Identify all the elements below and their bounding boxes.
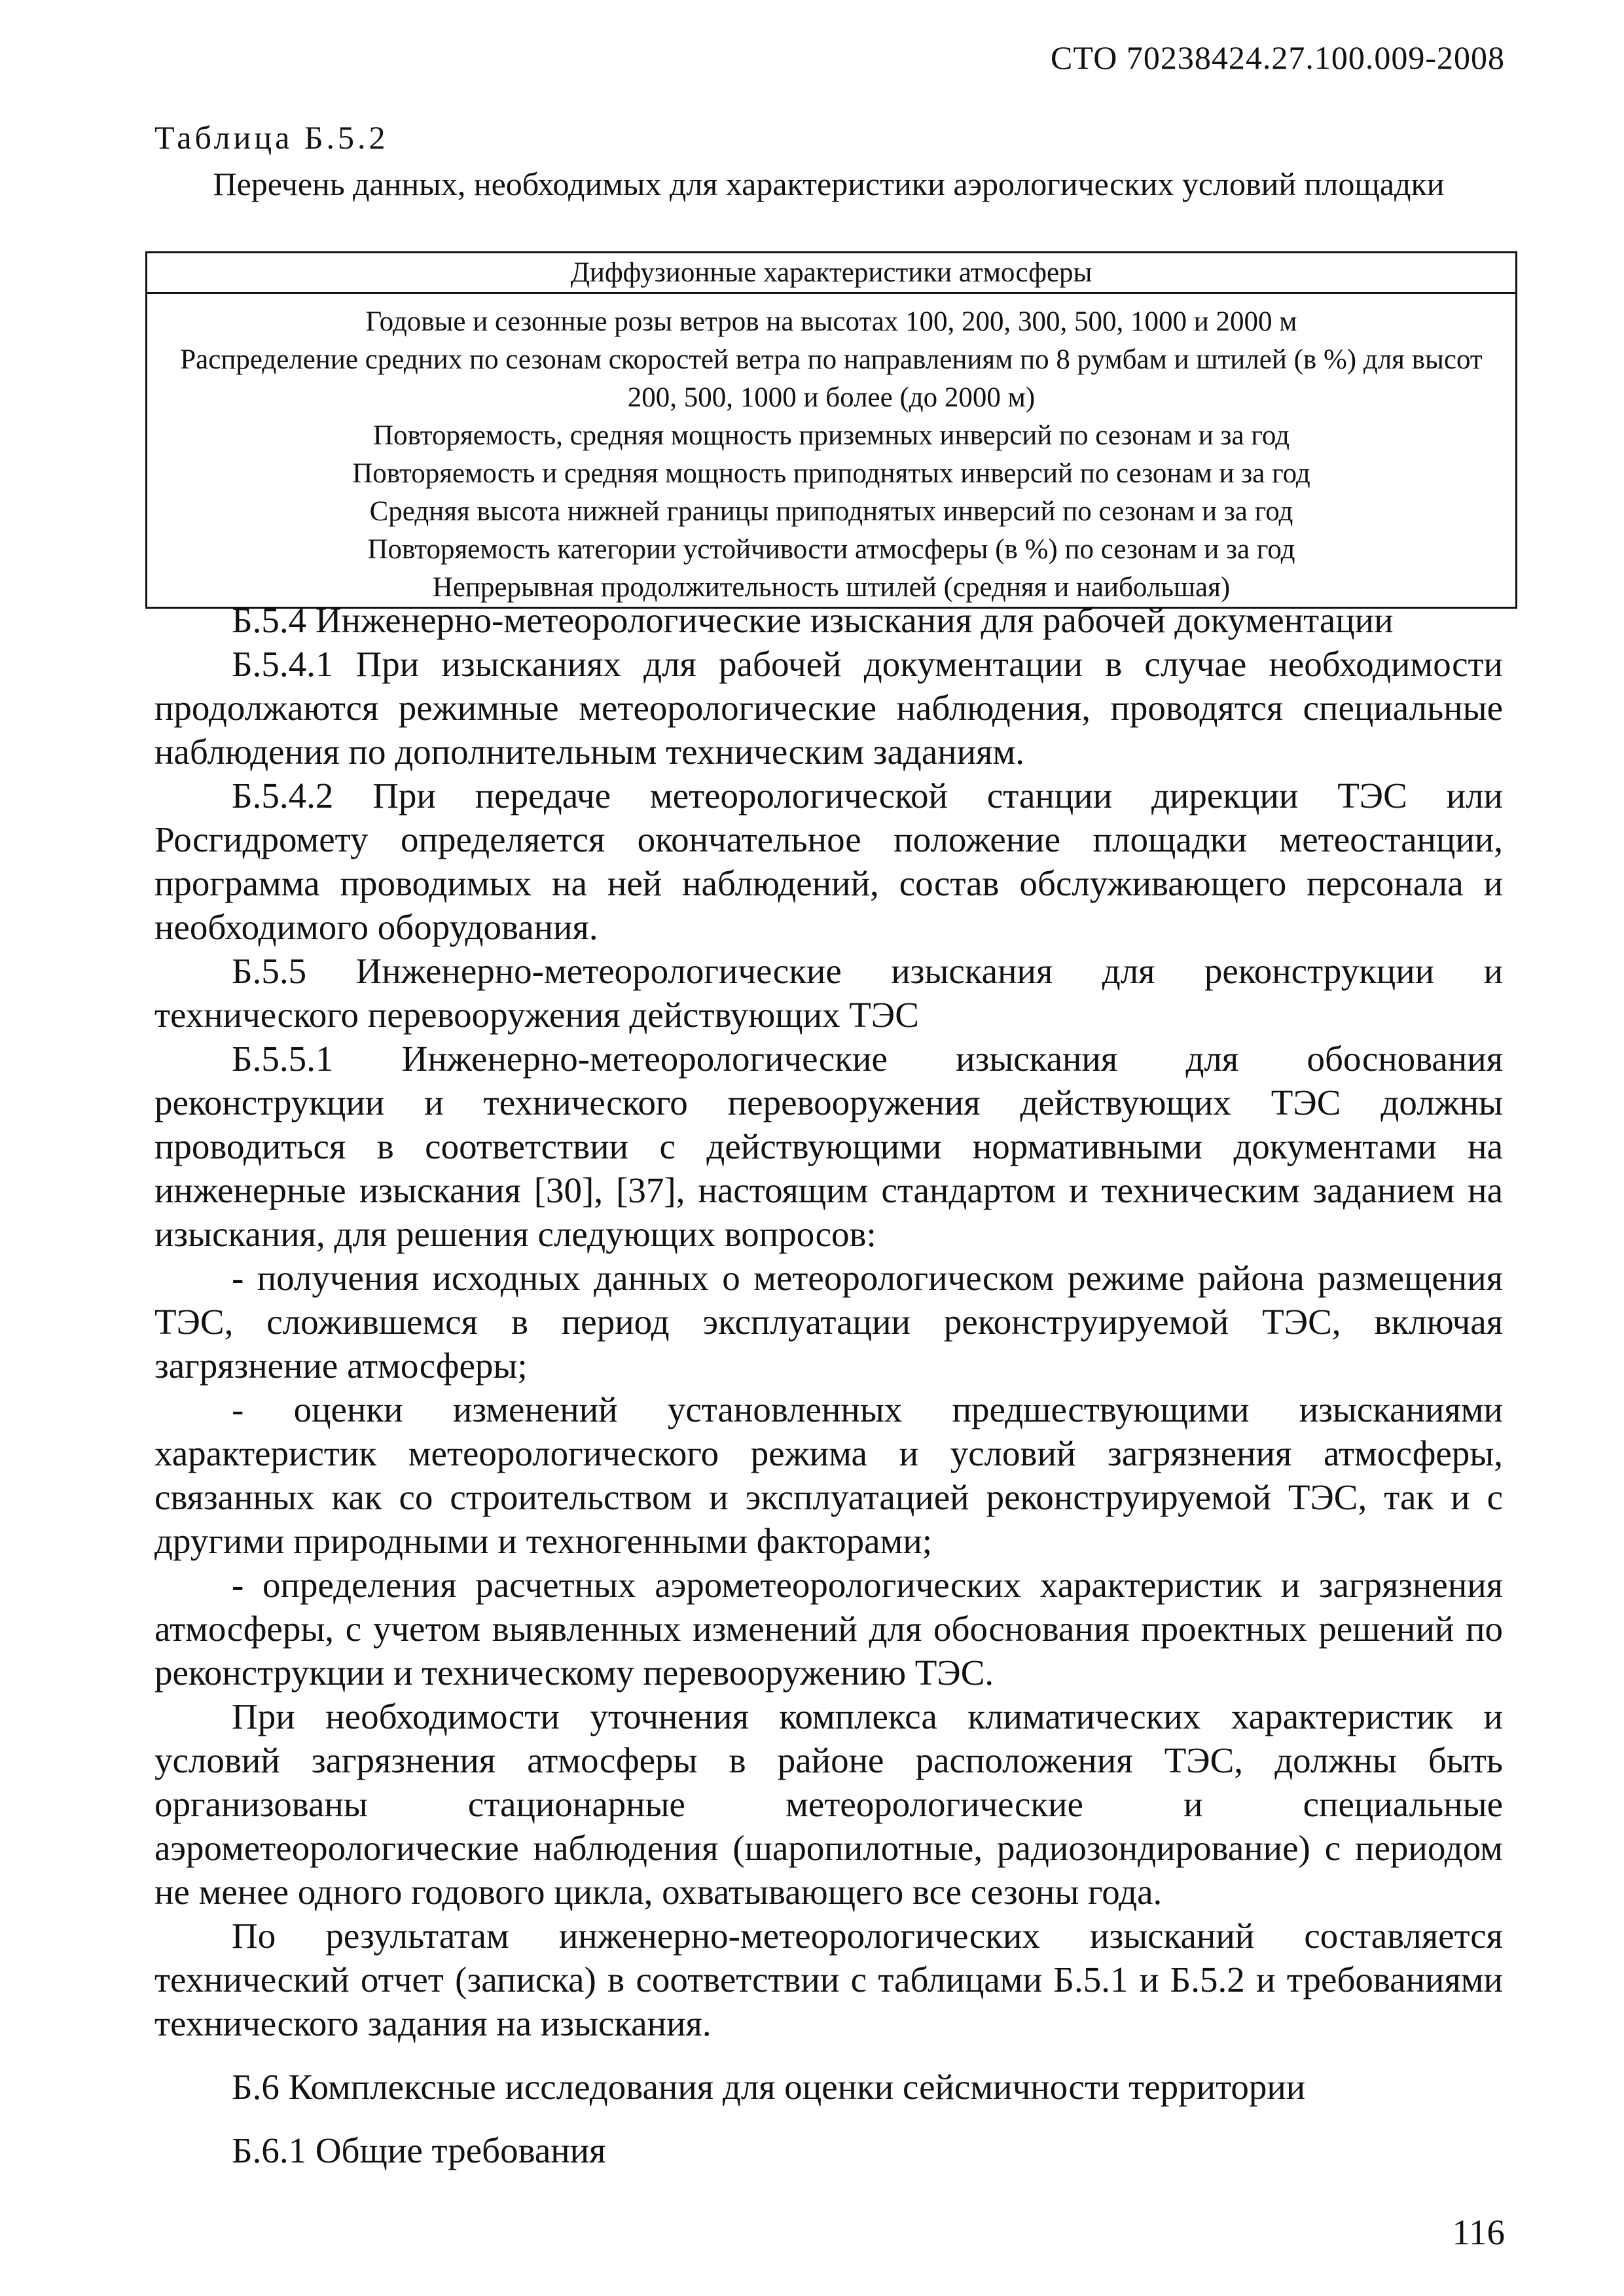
table-row: Повторяемость, средняя мощность приземных инверсий по сезонам и за год	[372, 420, 1290, 451]
list-item: - определения расчетных аэрометеорологических характеристик и загрязнения атмосферы, с учетом выявленных изменений для обоснования проектных решений по реконструкции и техническому перевооружению ТЭС.	[154, 1565, 1503, 1693]
list-item: - получения исходных данных о метеорологическом режиме района размещения ТЭС, сложившемся в период эксплуатации реконструируемой ТЭС, включая загрязнение атмосферы;	[154, 1258, 1503, 1386]
data-table	[145, 251, 1517, 609]
paragraph: По результатам инженерно-метеорологических изысканий составляется технический отчет (записка) в соответствии с таблицами Б.5.1 и Б.5.2 и требованиями технического задания на изыскания.	[154, 1916, 1503, 2043]
paragraph: При необходимости уточнения комплекса климатических характеристик и условий загрязнения атмосферы в районе расположения ТЭС, должны быть организованы стационарные метеорологические и специальные аэрометеорологические наблюдения (шаропилотные, радиозондирование) с периодом не менее одного годового цикла, охватывающего все сезоны года.	[154, 1696, 1503, 1912]
table-row: Повторяемость категории устойчивости атмосферы (в %) по сезонам и за год	[367, 534, 1295, 565]
paragraph: Б.5.4.2 При передаче метеорологической станции дирекции ТЭС или Росгидромету определяется окончательное положение площадки метеостанции, программа проводимых на ней наблюдений, состав обслуживающего персонала и необходимого оборудования.	[154, 776, 1503, 947]
table-row: Средняя высота нижней границы приподнятых инверсий по сезонам и за год	[369, 496, 1293, 527]
table-heading: Диффузионные характеристики атмосферы	[147, 253, 1515, 294]
section-heading: Б.6.1 Общие требования	[232, 2130, 606, 2170]
document-code: СТО 70238424.27.100.009-2008	[1051, 39, 1505, 76]
table-row: Непрерывная продолжительность штилей (средняя и наибольшая)	[432, 572, 1231, 603]
table-row: Распределение средних по сезонам скоростей ветра по направлениям по 8 румбам и штилей (в %) для высот 200, 500, 1000 и более (до 2000 м)	[180, 344, 1483, 413]
table-caption: Перечень данных, необходимых для характеристики аэрологических условий площадки	[213, 166, 1445, 202]
list-item: - оценки изменений установленных предшествующими изысканиями характеристик метеорологического режима и условий загрязнения атмосферы, связанных как со строительством и эксплуатацией реконструируемой ТЭС, так и с другими природными и техногенными факторами;	[154, 1390, 1503, 1561]
section-heading: Б.5.5 Инженерно-метеорологические изыскания для реконструкции и технического перевооружения действующих ТЭС	[154, 951, 1503, 1035]
body-text	[154, 598, 1503, 2172]
table-body	[147, 294, 1515, 607]
paragraph: Б.5.5.1 Инженерно-метеорологические изыскания для обоснования реконструкции и технического перевооружения действующих ТЭС должны проводиться в соответствии с действующими нормативными документами на инженерные изыскания [30], [37], настоящим стандартом и техническим заданием на изыскания, для решения следующих вопросов:	[154, 1039, 1503, 1254]
page-number: 116	[1452, 2212, 1505, 2252]
section-heading: Б.6 Комплексные исследования для оценки сейсмичности территории	[232, 2067, 1306, 2107]
table-label: Таблица Б.5.2	[154, 119, 389, 156]
table-row: Годовые и сезонные розы ветров на высотах 100, 200, 300, 500, 1000 и 2000 м	[365, 306, 1297, 337]
table-row: Повторяемость и средняя мощность приподнятых инверсий по сезонам и за год	[352, 458, 1310, 489]
paragraph: Б.5.4.1 При изысканиях для рабочей документации в случае необходимости продолжаются режимные метеорологические наблюдения, проводятся специальные наблюдения по дополнительным техническим заданиям.	[154, 644, 1503, 772]
section-heading: Б.5.4 Инженерно-метеорологические изыскания для рабочей документации	[232, 600, 1394, 640]
